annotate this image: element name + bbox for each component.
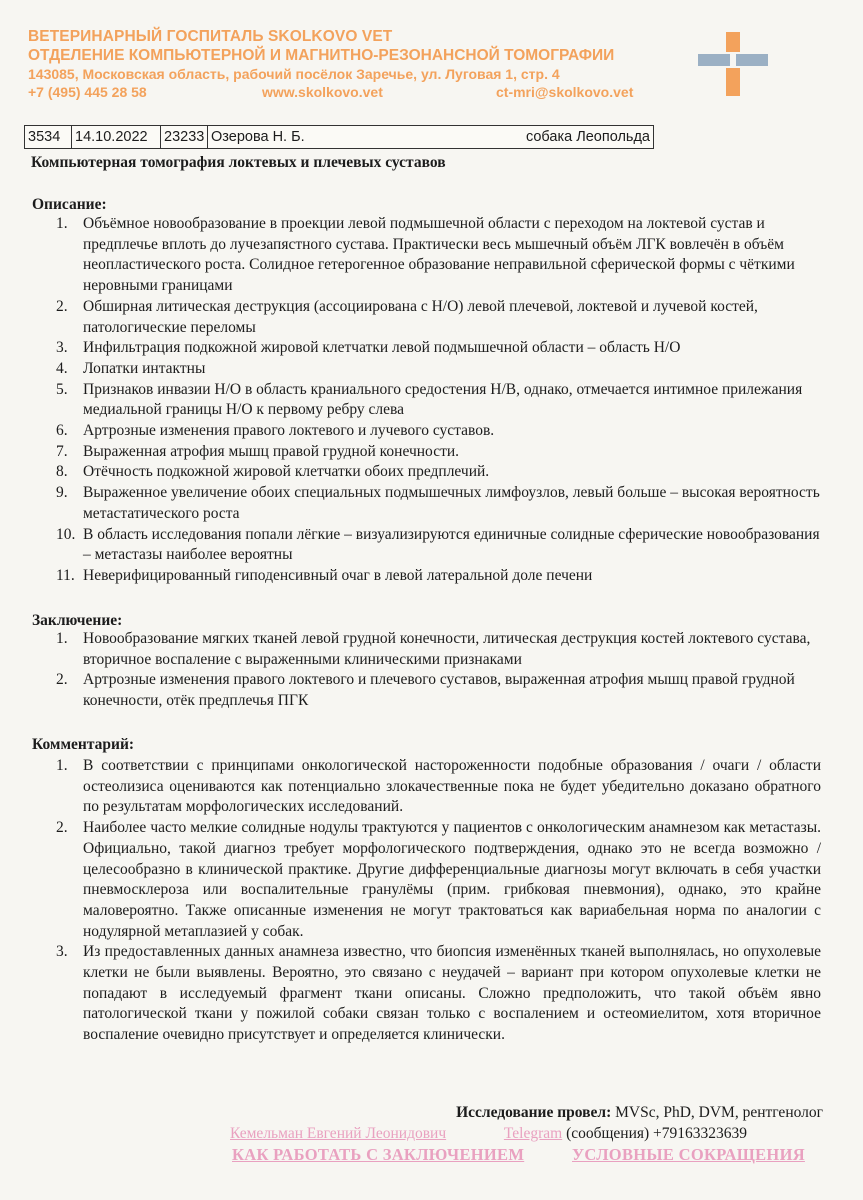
comment-heading: Комментарий: — [32, 736, 135, 753]
how-to-use-link[interactable]: КАК РАБОТАТЬ С ЗАКЛЮЧЕНИЕМ — [232, 1145, 525, 1164]
item-text: Выраженное увеличение обоих специальных подмышечных лимфоузлов, левый больше – высокая вероятность метастатического роста — [83, 484, 820, 522]
item-text: Объёмное новообразование в проекции левой подмышечной области с переходом на локтевой сустав и предплечье вплоть до лучезапястного сустава. Практически весь мышечный объём ЛГК вовлечён в объём неопластического роста. Солидное гетерогенное образование неправильной сферической формы с чёткими неровными границами — [83, 215, 795, 295]
item-number: 1. — [56, 757, 68, 774]
item-number: 4. — [56, 359, 68, 377]
abbreviations-link[interactable]: УСЛОВНЫЕ СОКРАЩЕНИЯ — [572, 1145, 805, 1164]
list-item — [31, 297, 821, 338]
item-number: 6. — [56, 422, 68, 440]
list-item — [31, 380, 821, 421]
list-item — [31, 421, 821, 442]
item-text: Из предоставленных данных анамнеза известно, что биопсия изменённых тканей выполнялась, но опухолевые клетки не были выявлены. Вероятно, это связано с неудачей – вариант при котором опухолевые клетки не попадают в исследуемый фрагмент ткани описаны. Сложно предположить, что такой объём явно патологической ткани у пожилой собаки связан только с воспалением и остеомиелитом, хотя вторичное воспаление очевидно присутствует и определяется клинически. — [83, 943, 821, 1044]
telegram-link[interactable]: Telegram — [503, 1125, 563, 1142]
list-item — [31, 670, 821, 711]
performed-by — [456, 1104, 823, 1122]
conclusion-list — [31, 629, 821, 712]
item-text: Признаков инвазии Н/О в область краниального средостения Н/В, однако, отмечается интимное прилежания медиальной границы Н/О к первому ребру слева — [83, 380, 803, 419]
item-text: Наиболее часто мелкие солидные нодулы трактуются у пациентов с онкологическим анамнезом как метастазы. Официально, такой диагноз требует морфологического подтверждения, однако это не всегда возможно / целесообразно в клинической практике. Другие дифференциальные диагнозы могут включать в себя участки пневмосклероза или воспалительные гранулёмы (прим. грибковая пневмония), однако, это крайне маловероятно. Также описанные изменения не могут трактоваться как вариабельная норма по аналогии с нодулярной метаплазией у собак. — [83, 819, 821, 940]
letterhead — [28, 27, 668, 101]
item-text: Неверифицированный гиподенсивный очаг в левой латеральной доле печени — [83, 566, 593, 584]
conclusion-heading: Заключение: — [32, 612, 123, 629]
org-name: ВЕТЕРИНАРНЫЙ ГОСПИТАЛЬ SKOLKOVO VET — [28, 28, 393, 45]
item-number: 1. — [56, 215, 68, 232]
item-number: 1. — [56, 630, 68, 647]
list-item — [31, 818, 821, 942]
doctor-contact-line — [230, 1125, 823, 1143]
list-item — [31, 442, 821, 463]
list-item — [31, 483, 821, 524]
doctor-name-link[interactable]: Кемельман Евгений Леонидович — [230, 1125, 447, 1142]
owner-cell — [208, 126, 653, 148]
item-text: Новообразование мягких тканей левой грудной конечности, литическая деструкция костей локтевого сустава, вторичное воспаление с выраженными клиническими признаками — [83, 630, 811, 668]
case-id: 3534 — [25, 126, 72, 148]
phone: +7 (495) 445 28 58 — [28, 84, 147, 100]
hospital-logo — [696, 30, 770, 98]
description-heading: Описание: — [32, 196, 107, 213]
patient-species: собака Леопольда — [525, 129, 650, 145]
list-item — [31, 756, 821, 818]
list-item — [31, 359, 821, 380]
list-item — [31, 525, 821, 566]
item-text: Лопатки интактны — [83, 359, 206, 377]
item-number: 11. — [56, 566, 75, 584]
study-title: Компьютерная томография локтевых и плечевых суставов — [31, 154, 446, 171]
item-number: 10. — [56, 525, 76, 543]
item-text: В область исследования попали лёгкие – визуализируются единичные солидные сферические новообразования – метастазы наиболее вероятны — [83, 525, 820, 564]
item-number: 2. — [56, 819, 68, 837]
department-name: ОТДЕЛЕНИЕ КОМПЬЮТЕРНОЙ И МАГНИТНО-РЕЗОНАНСНОЙ ТОМОГРАФИИ — [28, 47, 615, 64]
list-item — [31, 566, 821, 587]
item-text: Обширная литическая деструкция (ассоциирована с Н/О) левой плечевой, локтевой и лучевой костей, патологические переломы — [83, 297, 758, 336]
study-date: 14.10.2022 — [72, 126, 161, 148]
doctor-credentials: MVSc, PhD, DVM, рентгенолог — [615, 1104, 823, 1121]
patient-number: 23233 — [161, 126, 208, 148]
contacts-line — [28, 83, 668, 101]
item-number: 2. — [56, 671, 68, 689]
email: ct-mri@skolkovo.vet — [496, 84, 634, 100]
description-list — [31, 214, 821, 587]
item-text: Артрозные изменения правого локтевого и лучевого суставов. — [83, 422, 495, 440]
item-number: 9. — [56, 484, 68, 502]
patient-info-table — [24, 125, 654, 149]
performed-label: Исследование провел: — [456, 1104, 612, 1121]
item-text: В соответствии с принципами онкологической настороженности подобные образования / очаги / области остеолизиса оцениваются как потенциально злокачественные пока не будет убедительно доказано обратного по результатам морфологических исследований. — [83, 757, 821, 816]
list-item — [31, 338, 821, 359]
comment-list — [31, 756, 821, 1046]
item-number: 8. — [56, 463, 68, 481]
doctor-phone: (сообщения) +79163323639 — [566, 1125, 748, 1142]
list-item — [31, 942, 821, 1046]
item-text: Артрозные изменения правого локтевого и плечевого суставов, выраженная атрофия мышц правой грудной конечности, отёк предплечья ПГК — [83, 671, 795, 710]
item-number: 3. — [56, 943, 68, 961]
item-number: 3. — [56, 339, 68, 357]
list-item — [31, 629, 821, 670]
owner-name: Озерова Н. Б. — [211, 129, 305, 145]
website: www.skolkovo.vet — [262, 84, 383, 100]
list-item — [31, 462, 821, 483]
list-item — [31, 214, 821, 297]
item-number: 7. — [56, 442, 68, 460]
address: 143085, Московская область, рабочий посёлок Заречье, ул. Луговая 1, стр. 4 — [28, 66, 560, 82]
item-text: Выраженная атрофия мышц правой грудной конечности. — [83, 442, 460, 460]
item-text: Отёчность подкожной жировой клетчатки обоих предплечий. — [83, 463, 490, 481]
item-number: 5. — [56, 380, 68, 398]
item-number: 2. — [56, 297, 68, 315]
item-text: Инфильтрация подкожной жировой клетчатки левой подмышечной области – область Н/О — [83, 339, 681, 357]
